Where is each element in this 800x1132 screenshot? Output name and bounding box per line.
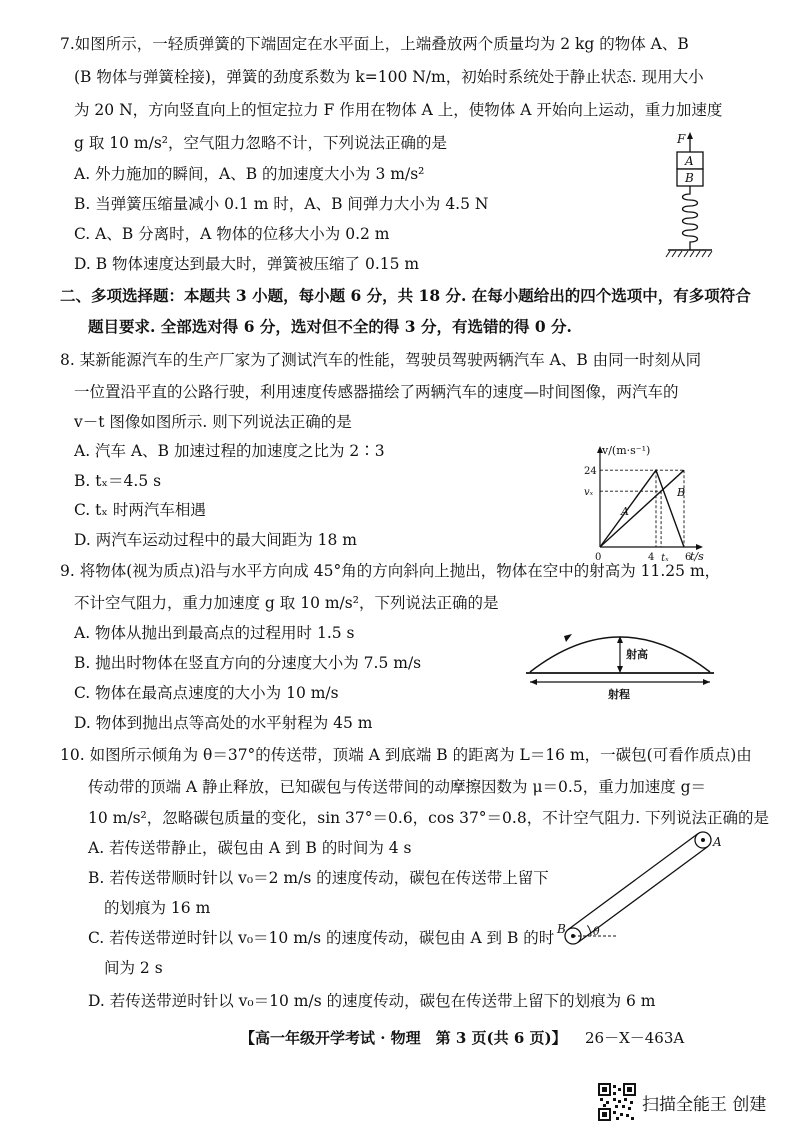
q9-option-c: C. 物体在最高点速度的大小为 10 m/s — [74, 684, 339, 702]
x-tick-6: 6 — [685, 552, 692, 563]
x-tick-0: 0 — [595, 552, 602, 563]
top-end-label: A — [713, 835, 722, 849]
q7-line-3: 为 20 N，方向竖直向上的恒定拉力 F 作用在物体 A 上，使物体 A 开始向上运动，重力加速度 — [74, 101, 723, 119]
series-b-label: B — [677, 485, 686, 499]
page-footer: 【高一年级开学考试 · 物理 第 3 页(共 6 页)】 — [240, 1029, 567, 1047]
q10-option-b-cont: 的划痕为 16 m — [104, 899, 211, 917]
q8-option-a: A. 汽车 A、B 加速过程的加速度之比为 2∶3 — [74, 442, 385, 460]
block-b-label: B — [685, 171, 694, 185]
q9-option-a: A. 物体从抛出到最高点的过程用时 1.5 s — [74, 624, 355, 642]
q10-option-a: A. 若传送带静止，碳包由 A 到 B 的时间为 4 s — [88, 839, 412, 857]
range-label: 射程 — [608, 688, 630, 701]
q10-option-c: C. 若传送带逆时针以 v₀＝10 m/s 的速度传动，碳包由 A 到 B 的时 — [88, 929, 555, 947]
x-tick-4: 4 — [648, 552, 655, 563]
q8-line-3: v－t 图像如图所示. 则下列说法正确的是 — [74, 413, 352, 431]
y-tick-vx: vₓ — [584, 487, 594, 499]
q8-option-d: D. 两汽车运动过程中的最大间距为 18 m — [74, 531, 358, 549]
q8-option-b: B. tₓ＝4.5 s — [74, 472, 162, 490]
conveyor-figure — [555, 825, 730, 950]
q9-option-b: B. 抛出时物体在竖直方向的分速度大小为 7.5 m/s — [74, 654, 422, 672]
belt-upper — [568, 834, 698, 930]
q7-line-2: (B 物体与弹簧栓接)，弹簧的劲度系数为 k=100 N/m，初始时系统处于静止状态. 现用大小 — [74, 68, 704, 86]
bottom-end-label: B — [557, 922, 566, 936]
q10-option-c-cont: 间为 2 s — [104, 959, 163, 977]
x-axis-label: t/s — [690, 550, 704, 563]
series-a-line — [600, 470, 684, 547]
y-tick-24: 24 — [584, 466, 597, 478]
section2-line-2: 题目要求. 全部选对得 6 分，选对但不全的得 3 分，有选错的得 0 分. — [88, 317, 572, 336]
q10-option-d: D. 若传送带逆时针以 v₀＝10 m/s 的速度传动，碳包在传送带上留下的划痕为 6 m — [88, 992, 656, 1010]
q10-option-b: B. 若传送带顺时针以 v₀＝2 m/s 的速度传动，碳包在传送带上留下 — [88, 869, 549, 887]
q8-line-2: 一位置沿平直的公路行驶，利用速度传感器描绘了两辆汽车的速度—时间图像，两汽车的 — [74, 383, 679, 401]
exam-code: 26－X－463A — [585, 1029, 685, 1047]
q10-line-3: 10 m/s²，忽略碳包质量的变化，sin 37°＝0.6，cos 37°＝0.8，不计空气阻力. 下列说法正确的是 — [88, 809, 770, 827]
x-tick-tx: tₓ — [661, 553, 669, 564]
q7-spring-figure — [660, 130, 720, 280]
q10-line-2: 传动带的顶端 A 静止释放，已知碳包与传送带间的动摩擦因数为 μ＝0.5，重力加速度 g＝ — [88, 778, 707, 796]
q8-option-c: C. tₓ 时两汽车相遇 — [74, 501, 206, 519]
y-axis-label: v/(m·s⁻¹) — [602, 444, 651, 457]
q9-line-2: 不计空气阻力，重力加速度 g 取 10 m/s²，下列说法正确的是 — [74, 594, 499, 612]
q7-option-d: D. B 物体速度达到最大时，弹簧被压缩了 0.15 m — [74, 255, 420, 273]
vt-chart — [580, 432, 730, 562]
angle-label: θ — [593, 925, 600, 938]
q7-option-c: C. A、B 分离时，A 物体的位移大小为 0.2 m — [74, 225, 390, 243]
projectile-figure — [520, 612, 720, 712]
q10-line-1: 10. 如图所示倾角为 θ＝37°的传送带，顶端 A 到底端 B 的距离为 L＝16 m，一碳包(可看作质点)由 — [60, 746, 752, 764]
series-a-label: A — [621, 505, 629, 518]
block-a-label: A — [685, 154, 694, 168]
q8-line-1: 8. 某新能源汽车的生产厂家为了测试汽车的性能，驾驶员驾驶两辆汽车 A、B 由同一时刻从同 — [60, 351, 702, 369]
height-label: 射高 — [626, 648, 648, 661]
q7-line-1: 7.如图所示，一轻质弹簧的下端固定在水平面上，上端叠放两个质量均为 2 kg 的物体 A、B — [60, 35, 689, 53]
section2-line-1: 二、多项选择题：本题共 3 小题，每小题 6 分，共 18 分. 在每小题给出的四个选项中，有多项符合 — [60, 286, 751, 305]
force-label: F — [677, 132, 686, 146]
q9-line-1: 9. 将物体(视为质点)沿与水平方向成 45°角的方向斜向上抛出，物体在空中的射高为 11.25 m， — [60, 562, 721, 580]
q7-option-a: A. 外力施加的瞬间，A、B 的加速度大小为 3 m/s² — [74, 165, 425, 183]
scanner-watermark: 扫描全能王 创建 — [642, 1095, 767, 1115]
q7-line-4: g 取 10 m/s²，空气阻力忽略不计，下列说法正确的是 — [74, 134, 448, 152]
spring-coil — [683, 186, 698, 250]
q9-option-d: D. 物体到抛出点等高处的水平射程为 45 m — [74, 714, 373, 732]
qr-code-icon — [598, 1083, 636, 1121]
q7-option-b: B. 当弹簧压缩量减小 0.1 m 时，A、B 间弹力大小为 4.5 N — [74, 195, 489, 213]
